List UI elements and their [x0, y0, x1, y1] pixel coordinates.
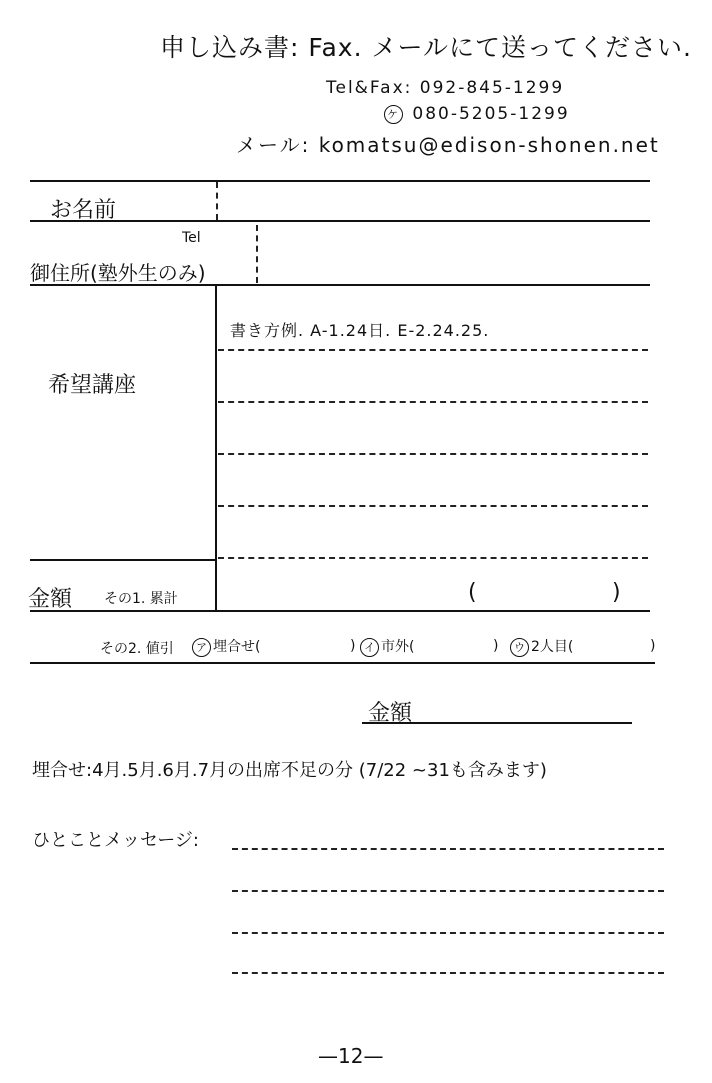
message-line-3[interactable] — [232, 932, 664, 934]
address-row-border — [30, 284, 650, 286]
amount-option2-label: その2. 値引 — [100, 641, 174, 657]
message-line-1[interactable] — [232, 848, 664, 850]
discount-field-1[interactable] — [285, 636, 347, 658]
discount-item-2 — [358, 636, 414, 657]
course-line-4[interactable] — [218, 505, 648, 507]
discount-label-1: 埋合せ( — [213, 639, 261, 655]
discount-label-2: 市外( — [381, 639, 415, 655]
discount-close-1: ) — [350, 638, 356, 654]
tel-label: Tel — [182, 230, 201, 246]
name-label: お名前 — [50, 198, 117, 223]
discount-close-3: ) — [650, 638, 656, 654]
amount-label: 金額 — [28, 587, 73, 612]
form-top-border — [30, 180, 650, 182]
amount-open-paren: ( — [468, 580, 477, 605]
email-address: メール: komatsu@edison-shonen.net — [236, 133, 660, 157]
discount-item-3 — [508, 636, 573, 657]
mobile-number: 080-5205-1299 — [412, 104, 570, 124]
discount-mark-3: ウ — [510, 638, 529, 657]
amount-option1-label: その1. 累計 — [104, 591, 178, 607]
total-amount-line[interactable] — [362, 722, 632, 724]
discount-close-2: ) — [493, 638, 499, 654]
course-line-1[interactable] — [218, 349, 648, 351]
amount-row-border — [30, 610, 650, 612]
message-line-4[interactable] — [232, 972, 664, 974]
course-section-border — [30, 559, 216, 561]
makeup-note: 埋合せ:4月.5月.6月.7月の出席不足の分 (7/22 ~31も含みます) — [32, 760, 547, 781]
course-line-5[interactable] — [218, 557, 648, 559]
course-divider — [215, 285, 217, 610]
tel-fax-number: Tel&Fax: 092-845-1299 — [326, 78, 565, 98]
mobile-line — [382, 104, 570, 124]
total-amount-label: 金額 — [368, 701, 413, 726]
address-divider — [256, 225, 258, 283]
discount-item-1 — [190, 636, 260, 657]
course-line-3[interactable] — [218, 453, 648, 455]
address-label: 御住所(塾外生のみ) — [30, 261, 206, 285]
form-title: 申し込み書: Fax. メールにて送ってください. — [160, 33, 692, 62]
course-line-2[interactable] — [218, 401, 648, 403]
mobile-mark: ケ — [384, 105, 403, 124]
amount-cumulative-field[interactable] — [485, 580, 610, 608]
name-divider — [216, 182, 218, 220]
discount-mark-2: イ — [360, 638, 379, 657]
name-row-border — [30, 220, 650, 222]
address-field[interactable] — [262, 226, 647, 282]
discount-field-3[interactable] — [590, 636, 648, 658]
discount-field-2[interactable] — [430, 636, 490, 658]
message-line-2[interactable] — [232, 890, 664, 892]
course-label: 希望講座 — [48, 373, 137, 398]
discount-label-3: 2人目( — [531, 639, 574, 655]
amount-close-paren: ) — [612, 580, 621, 605]
message-label: ひとことメッセージ: — [32, 830, 199, 851]
discount-mark-1: ア — [192, 638, 211, 657]
discount-row-border — [30, 662, 655, 664]
name-field[interactable] — [222, 184, 647, 218]
course-example: 書き方例. A-1.24日. E-2.24.25. — [230, 321, 490, 340]
page-number: —12— — [318, 1044, 384, 1068]
